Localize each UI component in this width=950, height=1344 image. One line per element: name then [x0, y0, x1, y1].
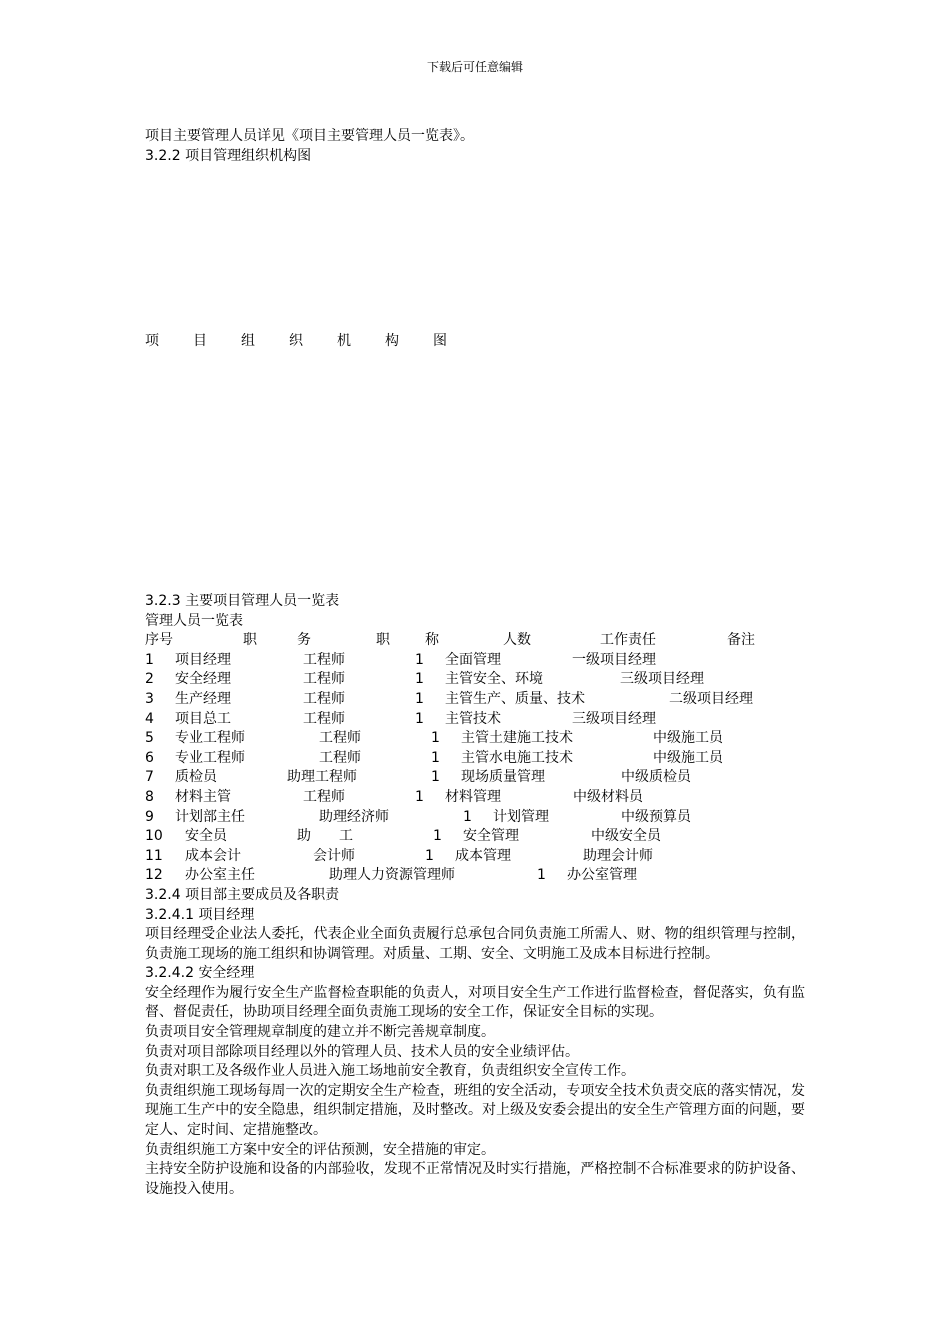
row-title: 工程师	[319, 749, 361, 766]
safety-paragraph: 负责组织施工方案中安全的评估预测，安全措施的审定。	[145, 1141, 495, 1158]
table-row	[145, 808, 805, 828]
row-number: 8	[145, 788, 154, 805]
safety-paragraph: 负责对职工及各级作业人员进入施工场地前安全教育，负责组织安全宣传工作。	[145, 1063, 635, 1080]
row-note: 三级项目经理	[620, 671, 704, 688]
table-row	[145, 847, 805, 867]
caption-char: 构	[385, 333, 399, 349]
row-position: 生产经理	[175, 690, 231, 707]
row-duty: 办公室管理	[567, 867, 637, 884]
row-count: 1	[537, 867, 546, 884]
row-count: 1	[415, 651, 424, 668]
pm-duty-paragraph: 项目经理受企业法人委托，代表企业全面负责履行总承包合同负责施工所需人、财、物的组织管理与控制，负责施工现场的施工组织和协调管理。对质量、工期、安全、文明施工及成本目标进行控制。	[145, 926, 805, 962]
row-position: 材料主管	[175, 788, 231, 805]
row-duty: 材料管理	[445, 788, 501, 805]
row-duty: 计划管理	[493, 808, 549, 825]
header-cell: 备注	[727, 632, 755, 649]
row-number: 1	[145, 651, 154, 668]
row-count: 1	[463, 808, 472, 825]
section-number: 3.2.3	[145, 593, 181, 609]
row-note: 中级施工员	[653, 749, 723, 766]
row-title: 工程师	[303, 651, 345, 668]
row-count: 1	[431, 749, 440, 766]
section-heading-3-2-2	[145, 147, 805, 167]
caption-char: 机	[337, 333, 351, 349]
row-position: 专业工程师	[175, 749, 245, 766]
caption-char: 目	[193, 333, 207, 349]
row-number: 3	[145, 690, 154, 707]
row-duty: 主管生产、质量、技术	[445, 690, 585, 707]
row-number: 11	[145, 847, 163, 864]
table-row	[145, 670, 805, 690]
intro-section	[145, 127, 805, 166]
row-duty: 全面管理	[445, 651, 501, 668]
row-duty: 主管技术	[445, 710, 501, 727]
row-position: 成本会计	[185, 847, 241, 864]
row-note: 中级质检员	[621, 769, 691, 786]
row-title: 会计师	[313, 847, 355, 864]
row-note: 助理会计师	[583, 847, 653, 864]
caption-char: 图	[433, 333, 447, 349]
intro-line: 项目主要管理人员详见《项目主要管理人员一览表》。	[145, 128, 474, 144]
section-number: 3.2.2	[145, 147, 181, 164]
row-title: 助理工程师	[287, 769, 357, 786]
row-duty: 成本管理	[455, 847, 511, 864]
table-row	[145, 827, 805, 847]
row-position: 项目总工	[175, 710, 231, 727]
safety-paragraph: 负责项目安全管理规章制度的建立并不断完善规章制度。	[145, 1024, 495, 1041]
table-row	[145, 788, 805, 808]
row-position: 专业工程师	[175, 730, 245, 747]
row-number: 9	[145, 808, 154, 825]
row-duty: 安全管理	[463, 828, 519, 845]
row-count: 1	[415, 671, 424, 688]
table-header-row	[145, 631, 805, 651]
section-title: 项目部主要成员及各职责	[185, 886, 340, 903]
section-title: 项目经理	[198, 906, 255, 923]
row-number: 7	[145, 769, 154, 786]
row-title: 助 工	[297, 828, 353, 845]
row-position: 安全经理	[175, 671, 231, 688]
safety-paragraph: 负责组织施工现场每周一次的定期安全生产检查，班组的安全活动，专项安全技术负责交底的落实情况，发现施工生产中的安全隐患，组织制定措施，及时整改。对上级及安委会提出的安全生产管理方面的问题，要定人、定时间、定措施整改。	[145, 1082, 805, 1139]
table-title: 管理人员一览表	[145, 612, 243, 629]
row-count: 1	[431, 769, 440, 786]
row-note: 一级项目经理	[572, 651, 656, 668]
header-cell: 工作责任	[600, 632, 656, 649]
row-position: 办公室主任	[185, 867, 255, 884]
row-note: 二级项目经理	[669, 690, 753, 707]
row-note: 中级安全员	[591, 828, 661, 845]
caption-char: 项	[145, 333, 159, 349]
table-row	[145, 729, 805, 749]
caption-char: 组	[241, 333, 255, 349]
table-row	[145, 749, 805, 769]
header-cell: 称	[425, 632, 439, 649]
row-count: 1	[415, 710, 424, 727]
row-title: 工程师	[303, 690, 345, 707]
table-row	[145, 768, 805, 788]
row-title: 助理人力资源管理师	[329, 867, 455, 884]
row-number: 12	[145, 867, 163, 884]
row-note: 三级项目经理	[572, 710, 656, 727]
row-position: 项目经理	[175, 651, 231, 668]
row-title: 工程师	[303, 788, 345, 805]
row-count: 1	[415, 788, 424, 805]
table-row	[145, 866, 805, 886]
row-position: 计划部主任	[175, 808, 245, 825]
row-number: 10	[145, 828, 163, 845]
row-number: 2	[145, 671, 154, 688]
table-row	[145, 651, 805, 671]
row-duty: 主管安全、环境	[445, 671, 543, 688]
row-duty: 现场质量管理	[461, 769, 545, 786]
row-position: 质检员	[175, 769, 217, 786]
section-heading-3-2-3	[145, 592, 805, 612]
row-count: 1	[431, 730, 440, 747]
header-cell: 序号	[145, 632, 173, 649]
header-cell: 务	[297, 632, 311, 649]
section-heading-3-2-4	[145, 886, 805, 906]
org-chart-area	[145, 332, 805, 352]
table-row	[145, 690, 805, 710]
row-number: 6	[145, 749, 154, 766]
section-heading-3-2-4-2	[145, 964, 805, 984]
row-count: 1	[433, 828, 442, 845]
row-title: 助理经济师	[319, 808, 389, 825]
row-note: 中级预算员	[621, 808, 691, 825]
row-count: 1	[425, 847, 434, 864]
header-cell: 职	[376, 632, 390, 649]
row-position: 安全员	[185, 828, 227, 845]
safety-paragraph: 安全经理作为履行安全生产监督检查职能的负责人，对项目安全生产工作进行监督检查，督促落实，负有监督、督促责任，协助项目经理全面负责施工现场的安全工作，保证安全目标的实现。	[145, 984, 805, 1021]
download-note: 下载后可任意编辑	[426, 60, 523, 74]
safety-paragraph: 负责对项目部除项目经理以外的管理人员、技术人员的安全业绩评估。	[145, 1043, 579, 1060]
row-title: 工程师	[303, 671, 345, 688]
row-number: 4	[145, 710, 154, 727]
row-number: 5	[145, 730, 154, 747]
caption-char: 织	[289, 333, 303, 349]
table-row	[145, 710, 805, 730]
row-title: 工程师	[303, 710, 345, 727]
org-chart-caption	[145, 332, 447, 352]
header-cell: 职	[243, 632, 257, 649]
row-title: 工程师	[319, 730, 361, 747]
section-title: 安全经理	[198, 965, 255, 982]
section-number: 3.2.4	[145, 886, 181, 903]
header-cell: 人数	[503, 632, 531, 649]
section-heading-3-2-4-1	[145, 906, 805, 926]
staff-table-section	[145, 592, 805, 1199]
row-note: 中级材料员	[573, 788, 643, 805]
section-number: 3.2.4.2	[145, 965, 194, 982]
section-title: 项目管理组织机构图	[185, 147, 312, 164]
row-duty: 主管土建施工技术	[461, 730, 573, 747]
row-count: 1	[415, 690, 424, 707]
section-number: 3.2.4.1	[145, 906, 194, 923]
row-duty: 主管水电施工技术	[461, 749, 573, 766]
section-title: 主要项目管理人员一览表	[185, 593, 340, 609]
row-note: 中级施工员	[653, 730, 723, 747]
safety-paragraph: 主持安全防护设施和设备的内部验收，发现不正常情况及时实行措施，严格控制不合标准要求的防护设备、设施投入使用。	[145, 1161, 805, 1197]
